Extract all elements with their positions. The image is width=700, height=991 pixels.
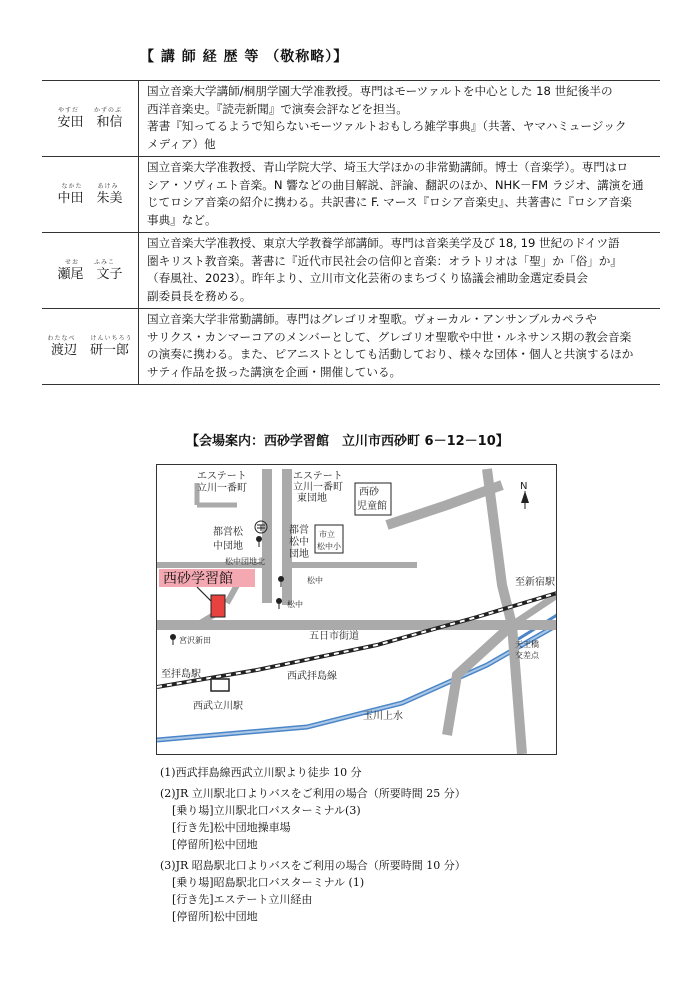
lecturer-furigana: わたなべ けんいちろう xyxy=(47,335,133,342)
bio-line: 国立音楽大学准教授、東京大学教養学部講師。専門は音楽美学及び 18, 19 世紀のドイツ語 xyxy=(147,236,620,250)
map-label-estate-1: エステート xyxy=(197,471,247,482)
bio-line: メディア）他 xyxy=(147,136,216,151)
map-label-itsukaichi: 五日市街道 xyxy=(309,631,359,642)
lecturer-name-cell xyxy=(42,233,139,309)
lecturer-name: 中田 朱美 xyxy=(57,191,123,206)
map-label-bus-matsunaka-2: 松中 xyxy=(287,600,303,609)
direction-2-boarding: [乗り場]立川駅北口バスターミナル(3) xyxy=(172,804,361,817)
bus-stop-icon xyxy=(170,634,176,645)
map-label-bus-kita: 松中団地北 xyxy=(225,557,265,566)
map-label-seibu-station: 西武立川駅 xyxy=(193,701,243,712)
direction-3-stop: [停留所]松中団地 xyxy=(172,910,258,923)
table-row xyxy=(42,81,660,157)
map-label-bus-matsunaka-1: 松中 xyxy=(307,576,323,585)
bus-stop-icon xyxy=(276,598,282,609)
map-label-toei-1: 都営松 xyxy=(213,527,243,538)
lecturer-bio xyxy=(139,309,661,385)
lecturer-bio xyxy=(139,81,661,157)
lecturer-section-title: 【 講 師 経 歴 等 （敬称略）】 xyxy=(140,49,349,65)
venue-title: 【会場案内：西砂学習館 立川市西砂町 6－12－10】 xyxy=(186,434,509,449)
bio-line: サリクス・カンマーコアのメンバーとして、グレゴリオ聖歌や中世・ルネサンス期の教会音楽 xyxy=(147,329,632,344)
bio-line: 西洋音楽史。『読売新聞』で演奏会評などを担当。 xyxy=(147,101,408,116)
bio-line: 著書『知ってるようで知らないモーツァルトおもしろ雑学事典』（共著、ヤマハミュージック xyxy=(147,119,627,133)
map-label-estate-2c: 東団地 xyxy=(297,493,327,504)
bio-line: 事典』など。 xyxy=(147,212,217,227)
map-label-school-2: 松中小 xyxy=(317,542,341,551)
seibu-tachikawa-station xyxy=(211,679,229,691)
map-label-tamagawa: 玉川上水 xyxy=(363,711,403,722)
bio-line: （春風社、2023）。昨年より、立川市文化芸術のまちづくり協議会補助金選定委員会 xyxy=(147,271,588,285)
bio-line: 国立音楽大学講師/桐朋学園大学准教授。専門はモーツァルトを中心とした 18 世紀後半の xyxy=(147,84,613,98)
table-row xyxy=(42,309,660,385)
map-label-toei-2: 都営 xyxy=(289,525,309,536)
lecturer-furigana: やすだ かずのぶ xyxy=(58,107,122,114)
map-label-to-shinmoto: 至新宿駅 xyxy=(515,577,555,588)
map-label-tenno-1: 天王橋 xyxy=(515,640,539,649)
lecturer-furigana: なかた あけみ xyxy=(61,183,119,190)
table-row xyxy=(42,157,660,233)
direction-3-destination: [行き先]エステート立川経由 xyxy=(172,893,313,906)
road-diagonal-east xyxy=(387,485,502,525)
map-label-toei-1b: 中団地 xyxy=(213,541,243,552)
map-label-nishisuna-1: 西砂 xyxy=(359,487,379,498)
road-diagonal-sw xyxy=(447,625,512,735)
lecturer-name: 安田 和信 xyxy=(57,115,123,130)
venue-label: 西砂学習館 xyxy=(163,571,233,587)
lecturer-bio xyxy=(139,157,661,233)
access-map xyxy=(156,464,557,755)
lecturer-table xyxy=(42,80,660,385)
map-label-seibu-line: 西武拝島線 xyxy=(287,671,337,682)
venue-building xyxy=(211,595,225,617)
direction-2-stop: [停留所]松中団地 xyxy=(172,838,258,851)
map-label-toei-2b: 松中 xyxy=(289,537,309,548)
lecturer-bio xyxy=(139,233,661,309)
bio-line: の演奏に携わる。また、ピアニストとしても活動しており、様々な団体・個人と共演するほか xyxy=(147,347,634,361)
bio-line: 圏キリスト教音楽。著書に『近代市民社会の信仰と音楽：オラトリオは「聖」か「俗」か』 xyxy=(147,253,622,268)
bio-line: 国立音楽大学准教授、青山学院大学、埼玉大学ほかの非常勤講師。博士（音楽学）。専門はロ xyxy=(147,160,629,174)
lecturer-name: 渡辺 研一郎 xyxy=(50,343,129,358)
direction-2-destination: [行き先]松中団地操車場 xyxy=(172,821,291,834)
map-label-bus-miyazawa: 宮沢新田 xyxy=(179,636,211,645)
map-label-estate-2b: 立川一番町 xyxy=(293,482,343,493)
bio-line: シア・ソヴィエト音楽。N 響などの曲目解説、評論、翻訳のほか、NHK－FM ラジオ、講演を通 xyxy=(147,177,644,192)
lecturer-furigana: せお ふみこ xyxy=(65,259,115,266)
directions xyxy=(160,764,466,925)
direction-3: (3)JR 昭島駅北口よりバスをご利用の場合（所要時間 10 分） xyxy=(160,859,466,872)
bio-line: サティ作品を扱った講演を企画・開催している。 xyxy=(147,364,402,379)
map-label-north: N xyxy=(520,481,528,492)
direction-2: (2)JR 立川駅北口よりバスをご利用の場合（所要時間 25 分） xyxy=(160,787,466,800)
table-row xyxy=(42,233,660,309)
lecturer-name-cell xyxy=(42,157,139,233)
bio-line: じてロシア音楽の紹介に携わる。共訳書に F. マース『ロシア音楽史』、共著書に『ロシア音楽 xyxy=(147,195,632,209)
direction-3-boarding: [乗り場]昭島駅北口バスターミナル (1) xyxy=(172,876,365,889)
lecturer-name-cell xyxy=(42,81,139,157)
map-label-toei-2c: 団地 xyxy=(289,549,309,560)
lecturer-name-cell xyxy=(42,309,139,385)
map-label-to-haijima: 至拝島駅 xyxy=(161,669,201,680)
north-arrow-icon xyxy=(521,491,529,509)
map-label-tenno-2: 交差点 xyxy=(515,651,539,660)
map-label-estate-1b: 立川一番町 xyxy=(197,483,247,494)
map-label-estate-2: エステート xyxy=(293,471,343,482)
map-label-nishisuna-2: 児童館 xyxy=(357,501,387,512)
lecturer-name: 瀬尾 文子 xyxy=(57,267,123,282)
map-label-school-1: 市立 xyxy=(319,530,335,539)
bus-stop-icon xyxy=(256,536,262,547)
bio-line: 国立音楽大学非常勤講師。専門はグレゴリオ聖歌。ヴォーカル・アンサンブルカペラや xyxy=(147,312,597,326)
bio-line: 副委員長を務める。 xyxy=(147,288,252,303)
direction-1: (1)西武拝島線西武立川駅より徒歩 10 分 xyxy=(160,766,362,779)
